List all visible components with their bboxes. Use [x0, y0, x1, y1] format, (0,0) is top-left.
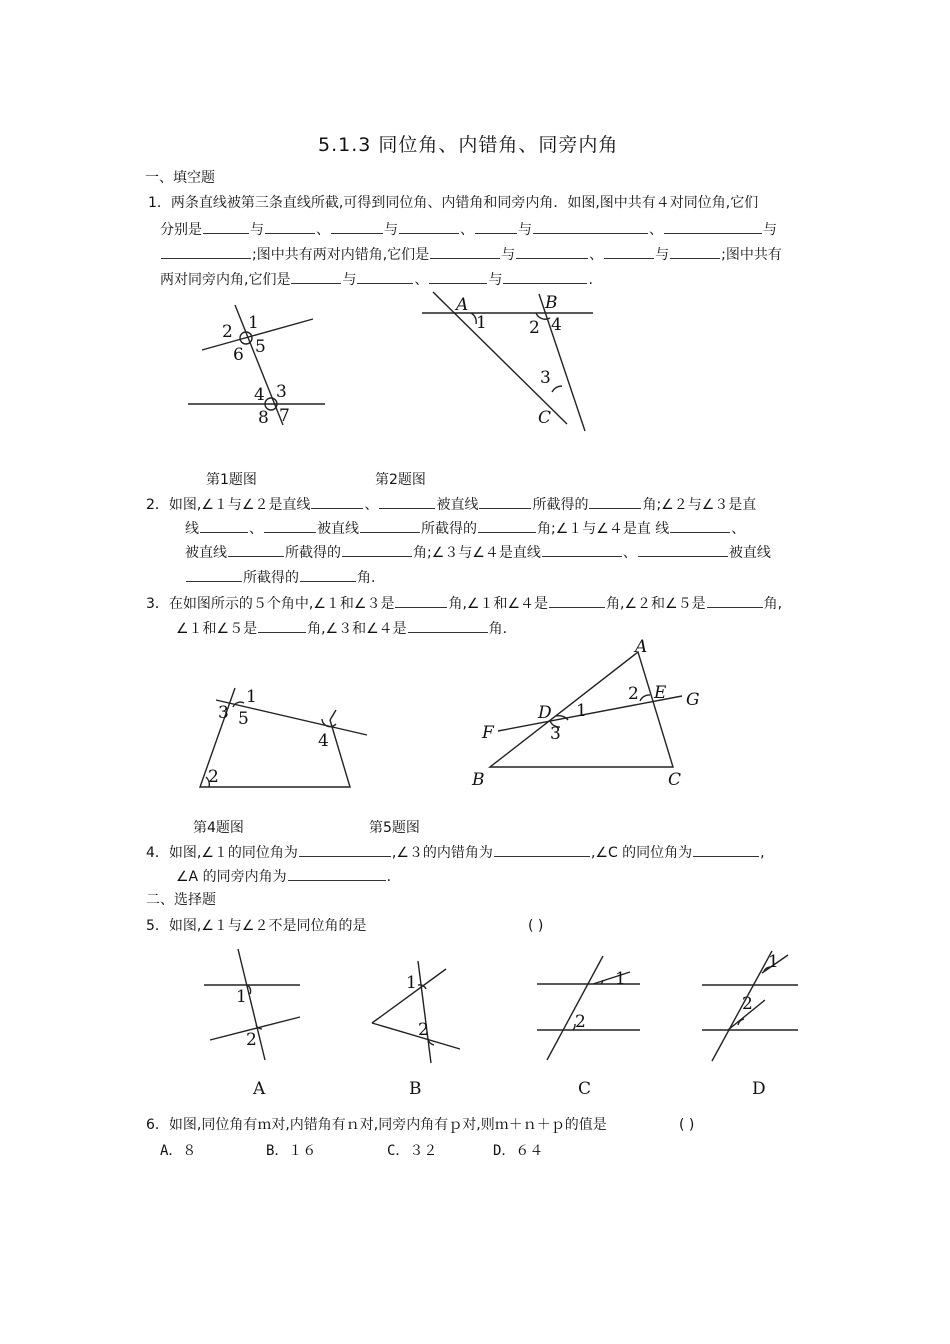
- angle-label: 2: [246, 1030, 257, 1050]
- blank[interactable]: [331, 219, 383, 234]
- angle-label: 5: [238, 709, 249, 729]
- angle-label: 3: [218, 703, 229, 723]
- page-title: 5.1.3 同位角、内错角、同旁内角: [318, 134, 619, 156]
- angle-label: 2: [575, 1012, 586, 1032]
- angle-label: 7: [279, 406, 290, 426]
- angle-label: 1: [576, 701, 587, 721]
- angle-label: 1: [768, 952, 779, 972]
- q1-line2: 分别是 与 、 与 、 与 、 与: [160, 219, 777, 240]
- blank[interactable]: [265, 219, 315, 234]
- angle-label: 2: [742, 994, 753, 1014]
- figure-caption: 第1题图: [206, 472, 257, 488]
- blank[interactable]: [342, 542, 412, 557]
- q3-line2: ∠１和∠５是 角,∠３和∠４是 角.: [176, 618, 507, 639]
- option-label-d[interactable]: D: [752, 1079, 766, 1099]
- option-label-b[interactable]: B: [409, 1079, 422, 1099]
- q5-text: 5．如图,∠１与∠２不是同位角的是: [146, 918, 367, 934]
- point-label: C: [668, 770, 682, 790]
- q2-line4: 所截得的 角.: [185, 567, 375, 588]
- figure-q1: [180, 300, 340, 430]
- blank[interactable]: [693, 842, 759, 857]
- blank[interactable]: [707, 593, 763, 608]
- blank[interactable]: [203, 219, 249, 234]
- point-label: B: [545, 293, 558, 313]
- blank[interactable]: [670, 244, 720, 259]
- section-heading-choice: 二、选择题: [146, 892, 216, 908]
- point-label: A: [635, 637, 648, 657]
- q6-option-d[interactable]: D．６４: [493, 1143, 544, 1159]
- option-label-a[interactable]: A: [253, 1079, 266, 1099]
- q5-option-labels: [0, 1070, 950, 1100]
- blank[interactable]: [264, 518, 316, 533]
- q1-line3: ;图中共有两对内错角,它们是 与 、 与 ;图中共有: [160, 244, 782, 265]
- blank[interactable]: [360, 518, 420, 533]
- blank[interactable]: [288, 866, 386, 881]
- angle-label: 2: [208, 767, 219, 787]
- q6-option-b[interactable]: B．１６: [266, 1143, 317, 1159]
- angle-label: 3: [276, 382, 287, 402]
- angle-label: 1: [246, 687, 257, 707]
- answer-paren[interactable]: ( ): [679, 1117, 695, 1133]
- angle-label: 2: [628, 684, 639, 704]
- q4-line1: 4．如图,∠１的同位角为 ,∠３的内错角为 ,∠C 的同位角为 ,: [146, 842, 765, 863]
- answer-paren[interactable]: ( ): [528, 918, 544, 934]
- angle-label: 2: [418, 1020, 429, 1040]
- blank[interactable]: [479, 494, 531, 509]
- angle-label: 5: [255, 337, 266, 357]
- blank[interactable]: [494, 842, 590, 857]
- q3-line1: 3．在如图所示的５个角中,∠１和∠３是 角,∠１和∠４是 角,∠２和∠５是 角,: [146, 593, 782, 614]
- blank[interactable]: [475, 219, 517, 234]
- q1-line1: 1．两条直线被第三条直线所截,可得到同位角、内错角和同旁内角．如图,图中共有４对同位角,它们: [148, 195, 759, 211]
- figure-q4: [190, 680, 380, 795]
- blank[interactable]: [408, 618, 488, 633]
- blank[interactable]: [664, 219, 762, 234]
- q6-option-a[interactable]: A．８: [160, 1143, 197, 1159]
- option-label-c[interactable]: C: [578, 1079, 592, 1099]
- blank[interactable]: [670, 518, 730, 533]
- blank[interactable]: [503, 269, 587, 284]
- q2-line2: 线 、 被直线 所截得的 角;∠１与∠４是直 线 、: [185, 518, 745, 539]
- blank[interactable]: [542, 542, 622, 557]
- angle-label: 4: [551, 315, 562, 335]
- blank[interactable]: [549, 593, 605, 608]
- point-label: B: [472, 770, 485, 790]
- blank[interactable]: [161, 244, 251, 259]
- blank[interactable]: [258, 618, 306, 633]
- figure-caption: 第5题图: [369, 820, 420, 836]
- q4-line2: ∠A 的同旁内角为 .: [176, 866, 391, 887]
- q5-figure-a: [200, 945, 310, 1075]
- point-label: G: [686, 690, 700, 710]
- blank[interactable]: [533, 219, 648, 234]
- figure-q2: [415, 288, 605, 438]
- blank[interactable]: [357, 269, 413, 284]
- point-label: F: [482, 723, 494, 743]
- q5-figure-b: [368, 955, 468, 1065]
- blank[interactable]: [228, 542, 284, 557]
- figure-caption: 第4题图: [193, 820, 244, 836]
- angle-label: 3: [540, 368, 551, 388]
- q6-text: 6．如图,同位角有ｍ对,内错角有ｎ对,同旁内角有ｐ对,则ｍ＋ｎ＋ｐ的值是: [146, 1117, 607, 1133]
- blank[interactable]: [589, 494, 641, 509]
- angle-label: 1: [476, 313, 487, 333]
- q5-figure-c: [535, 950, 645, 1065]
- angle-label: 1: [406, 973, 417, 993]
- angle-label: 1: [236, 987, 247, 1007]
- blank[interactable]: [379, 494, 435, 509]
- angle-label: 1: [615, 969, 626, 989]
- figure-q5: [470, 635, 710, 790]
- figure-caption: 第2题图: [375, 472, 426, 488]
- q2-line1: 2．如图,∠１与∠２是直线 、 被直线 所截得的 角;∠２与∠３是直: [146, 494, 756, 515]
- blank[interactable]: [200, 518, 248, 533]
- q6-option-c[interactable]: C．３２: [387, 1143, 438, 1159]
- point-label: E: [654, 683, 667, 703]
- blank[interactable]: [291, 269, 341, 284]
- angle-label: 2: [529, 318, 540, 338]
- blank[interactable]: [299, 842, 391, 857]
- q2-line3: 被直线 所截得的 角;∠３与∠４是直线 、 被直线: [185, 542, 771, 563]
- angle-label: 3: [550, 724, 561, 744]
- point-label: C: [538, 408, 552, 428]
- blank[interactable]: [430, 244, 500, 259]
- q1-line4: 两对同旁内角,它们是 与 、 与 .: [160, 269, 593, 290]
- point-label: D: [538, 703, 552, 723]
- angle-label: 4: [254, 385, 265, 405]
- blank[interactable]: [604, 244, 654, 259]
- blank[interactable]: [186, 567, 242, 582]
- blank[interactable]: [300, 567, 356, 582]
- q5-figure-d: [700, 945, 810, 1065]
- angle-label: 8: [258, 408, 269, 428]
- blank[interactable]: [395, 593, 447, 608]
- section-heading-fill: 一、填空题: [145, 170, 215, 186]
- blank[interactable]: [516, 244, 588, 259]
- angle-label: 4: [318, 731, 329, 751]
- blank[interactable]: [311, 494, 363, 509]
- blank[interactable]: [478, 518, 536, 533]
- angle-label: 6: [233, 345, 244, 365]
- blank[interactable]: [399, 219, 459, 234]
- blank[interactable]: [429, 269, 487, 284]
- angle-label: 2: [222, 322, 233, 342]
- point-label: A: [456, 295, 469, 315]
- blank[interactable]: [638, 542, 728, 557]
- angle-label: 1: [248, 313, 259, 333]
